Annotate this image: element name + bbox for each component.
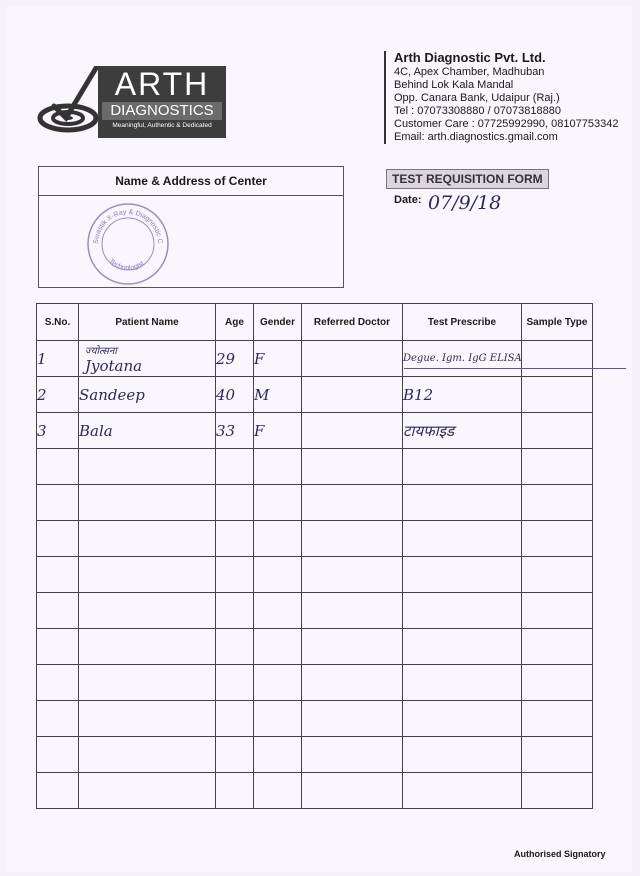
cell-referred-doctor[interactable] (302, 593, 403, 629)
date-value[interactable]: 07/9/18 (428, 192, 502, 214)
address-line: Behind Lok Kala Mandal (394, 79, 514, 91)
stamp-text: Swastik X-Ray & Diagnostic C (92, 208, 164, 245)
cell-sample-type[interactable] (522, 737, 593, 773)
cell-patient-name[interactable]: Sandeep (79, 377, 216, 413)
cell-sno[interactable]: 2 (37, 377, 79, 413)
requisition-table (36, 303, 593, 809)
cell-patient-name[interactable] (79, 701, 216, 737)
table-row (37, 701, 593, 737)
cell-sample-type[interactable] (522, 701, 593, 737)
cell-sample-type[interactable] (522, 377, 593, 413)
logo-brand: ARTH (114, 66, 210, 102)
cell-referred-doctor[interactable] (302, 557, 403, 593)
cell-referred-doctor[interactable] (302, 629, 403, 665)
header-test-prescribe: Test Prescribe (403, 304, 522, 341)
table-row (37, 593, 593, 629)
cell-referred-doctor[interactable] (302, 485, 403, 521)
cell-test-prescribe[interactable] (403, 665, 522, 701)
cell-sample-type[interactable] (522, 629, 593, 665)
cell-gender[interactable] (254, 773, 302, 809)
logo-sub: DIAGNOSTICS (102, 102, 222, 120)
cell-age[interactable] (216, 629, 254, 665)
cell-sample-type[interactable] (522, 413, 593, 449)
cell-gender[interactable]: M (254, 377, 302, 413)
table-row (37, 413, 593, 449)
company-tel: Tel : 07073308880 / 07073818880 (394, 105, 561, 117)
cell-age[interactable] (216, 521, 254, 557)
cell-age[interactable] (216, 665, 254, 701)
cell-test-prescribe[interactable]: Degue. Igm. IgG ELISA (403, 341, 522, 377)
address-line: Opp. Canara Bank, Udaipur (Raj.) (394, 92, 560, 104)
table-row (37, 377, 593, 413)
cell-referred-doctor[interactable] (302, 449, 403, 485)
cell-patient-name[interactable] (79, 629, 216, 665)
cell-sno[interactable] (37, 665, 79, 701)
cell-referred-doctor[interactable] (302, 413, 403, 449)
address-line: 4C, Apex Chamber, Madhuban (394, 66, 545, 78)
cell-referred-doctor[interactable] (302, 701, 403, 737)
table-row (37, 737, 593, 773)
table-row (37, 629, 593, 665)
cell-patient-name[interactable] (79, 773, 216, 809)
cell-test-prescribe[interactable] (403, 485, 522, 521)
cell-gender[interactable]: F (254, 341, 302, 377)
cell-patient-name[interactable] (79, 449, 216, 485)
cell-age[interactable] (216, 485, 254, 521)
requisition-sheet (6, 6, 632, 872)
cell-gender[interactable] (254, 485, 302, 521)
table-row (37, 521, 593, 557)
cell-sno[interactable] (37, 737, 79, 773)
header-sno: S.No. (37, 304, 79, 341)
cell-patient-name[interactable] (79, 341, 216, 377)
company-name: Arth Diagnostic Pvt. Ltd. (394, 50, 546, 65)
cell-age[interactable]: 40 (216, 377, 254, 413)
cell-sno[interactable] (37, 593, 79, 629)
cell-sno[interactable] (37, 773, 79, 809)
date-label: Date: (394, 194, 422, 206)
cell-patient-name[interactable]: Bala (79, 413, 216, 449)
company-email: Email: arth.diagnostics.gmail.com (394, 131, 558, 143)
header-sample-type: Sample Type (522, 304, 593, 341)
company-customer-care: Customer Care : 07725992990, 08107753342 (394, 118, 619, 130)
cell-gender[interactable] (254, 629, 302, 665)
cell-sno[interactable]: 3 (37, 413, 79, 449)
cell-age[interactable] (216, 737, 254, 773)
cell-test-prescribe[interactable] (403, 737, 522, 773)
header-referred-doctor: Referred Doctor (302, 304, 403, 341)
patient-name: Jyotana (85, 356, 143, 375)
cell-patient-name[interactable] (79, 485, 216, 521)
cell-gender[interactable] (254, 737, 302, 773)
cell-sample-type[interactable] (522, 449, 593, 485)
prescription-underline (404, 368, 626, 369)
cell-gender[interactable]: F (254, 413, 302, 449)
table-header-row (37, 304, 593, 341)
svg-text:Technologist (107, 258, 145, 272)
cell-age[interactable] (216, 449, 254, 485)
cell-test-prescribe[interactable]: B12 (403, 377, 522, 413)
table-row (37, 341, 593, 377)
cell-test-prescribe[interactable] (403, 629, 522, 665)
cell-gender[interactable] (254, 557, 302, 593)
cell-age[interactable] (216, 701, 254, 737)
cell-test-prescribe[interactable] (403, 593, 522, 629)
cell-gender[interactable] (254, 701, 302, 737)
cell-patient-name[interactable] (79, 521, 216, 557)
cell-age[interactable]: 29 (216, 341, 254, 377)
cell-sno[interactable] (37, 557, 79, 593)
cell-sno[interactable] (37, 521, 79, 557)
cell-referred-doctor[interactable] (302, 737, 403, 773)
cell-sample-type[interactable] (522, 593, 593, 629)
cell-patient-name[interactable] (79, 593, 216, 629)
cell-age[interactable]: 33 (216, 413, 254, 449)
cell-gender[interactable] (254, 665, 302, 701)
cell-test-prescribe[interactable] (403, 521, 522, 557)
checkmark-target-icon (34, 66, 104, 146)
cell-sample-type[interactable] (522, 341, 593, 377)
stamp-sub: Technologist (107, 257, 146, 272)
cell-sno[interactable]: 1 (37, 341, 79, 377)
company-info (384, 51, 634, 144)
center-box (38, 166, 344, 288)
cell-referred-doctor[interactable] (302, 521, 403, 557)
cell-age[interactable] (216, 773, 254, 809)
cell-sample-type[interactable] (522, 557, 593, 593)
table-row (37, 773, 593, 809)
cell-gender[interactable] (254, 593, 302, 629)
cell-sample-type[interactable] (522, 773, 593, 809)
header-gender: Gender (254, 304, 302, 341)
cell-sample-type[interactable] (522, 485, 593, 521)
arth-logo (34, 66, 234, 146)
cell-patient-name[interactable] (79, 737, 216, 773)
header-age: Age (216, 304, 254, 341)
logo-tagline: Meaningful, Authentic & Dedicated (112, 122, 212, 129)
cell-test-prescribe[interactable]: टायफाइड (403, 413, 522, 449)
center-title: Name & Address of Center (39, 167, 343, 196)
form-title: TEST REQUISITION FORM (386, 169, 549, 189)
table-row (37, 665, 593, 701)
cell-patient-name[interactable] (79, 557, 216, 593)
table-row (37, 485, 593, 521)
header-patient-name: Patient Name (79, 304, 216, 341)
cell-test-prescribe[interactable] (403, 449, 522, 485)
cell-age[interactable] (216, 557, 254, 593)
cell-sample-type[interactable] (522, 665, 593, 701)
cell-test-prescribe[interactable] (403, 773, 522, 809)
cell-referred-doctor[interactable] (302, 773, 403, 809)
cell-sno[interactable] (37, 629, 79, 665)
table-row (37, 557, 593, 593)
cell-referred-doctor[interactable] (302, 377, 403, 413)
cell-sno[interactable] (37, 449, 79, 485)
cell-patient-name[interactable] (79, 665, 216, 701)
cell-sno[interactable] (37, 485, 79, 521)
cell-sample-type[interactable] (522, 521, 593, 557)
cell-test-prescribe[interactable] (403, 557, 522, 593)
cell-gender[interactable] (254, 521, 302, 557)
cell-gender[interactable] (254, 449, 302, 485)
center-stamp (85, 201, 171, 287)
patient-name-hindi: ज्योत्सना (85, 345, 117, 357)
cell-sno[interactable] (37, 701, 79, 737)
cell-age[interactable] (216, 593, 254, 629)
cell-test-prescribe[interactable] (403, 701, 522, 737)
table-row (37, 449, 593, 485)
logo-box (98, 66, 226, 138)
authorised-signatory: Authorised Signatory (514, 849, 606, 859)
cell-referred-doctor[interactable] (302, 341, 403, 377)
svg-text:Swastik X-Ray & Diagnostic Cen (85, 201, 163, 244)
cell-referred-doctor[interactable] (302, 665, 403, 701)
